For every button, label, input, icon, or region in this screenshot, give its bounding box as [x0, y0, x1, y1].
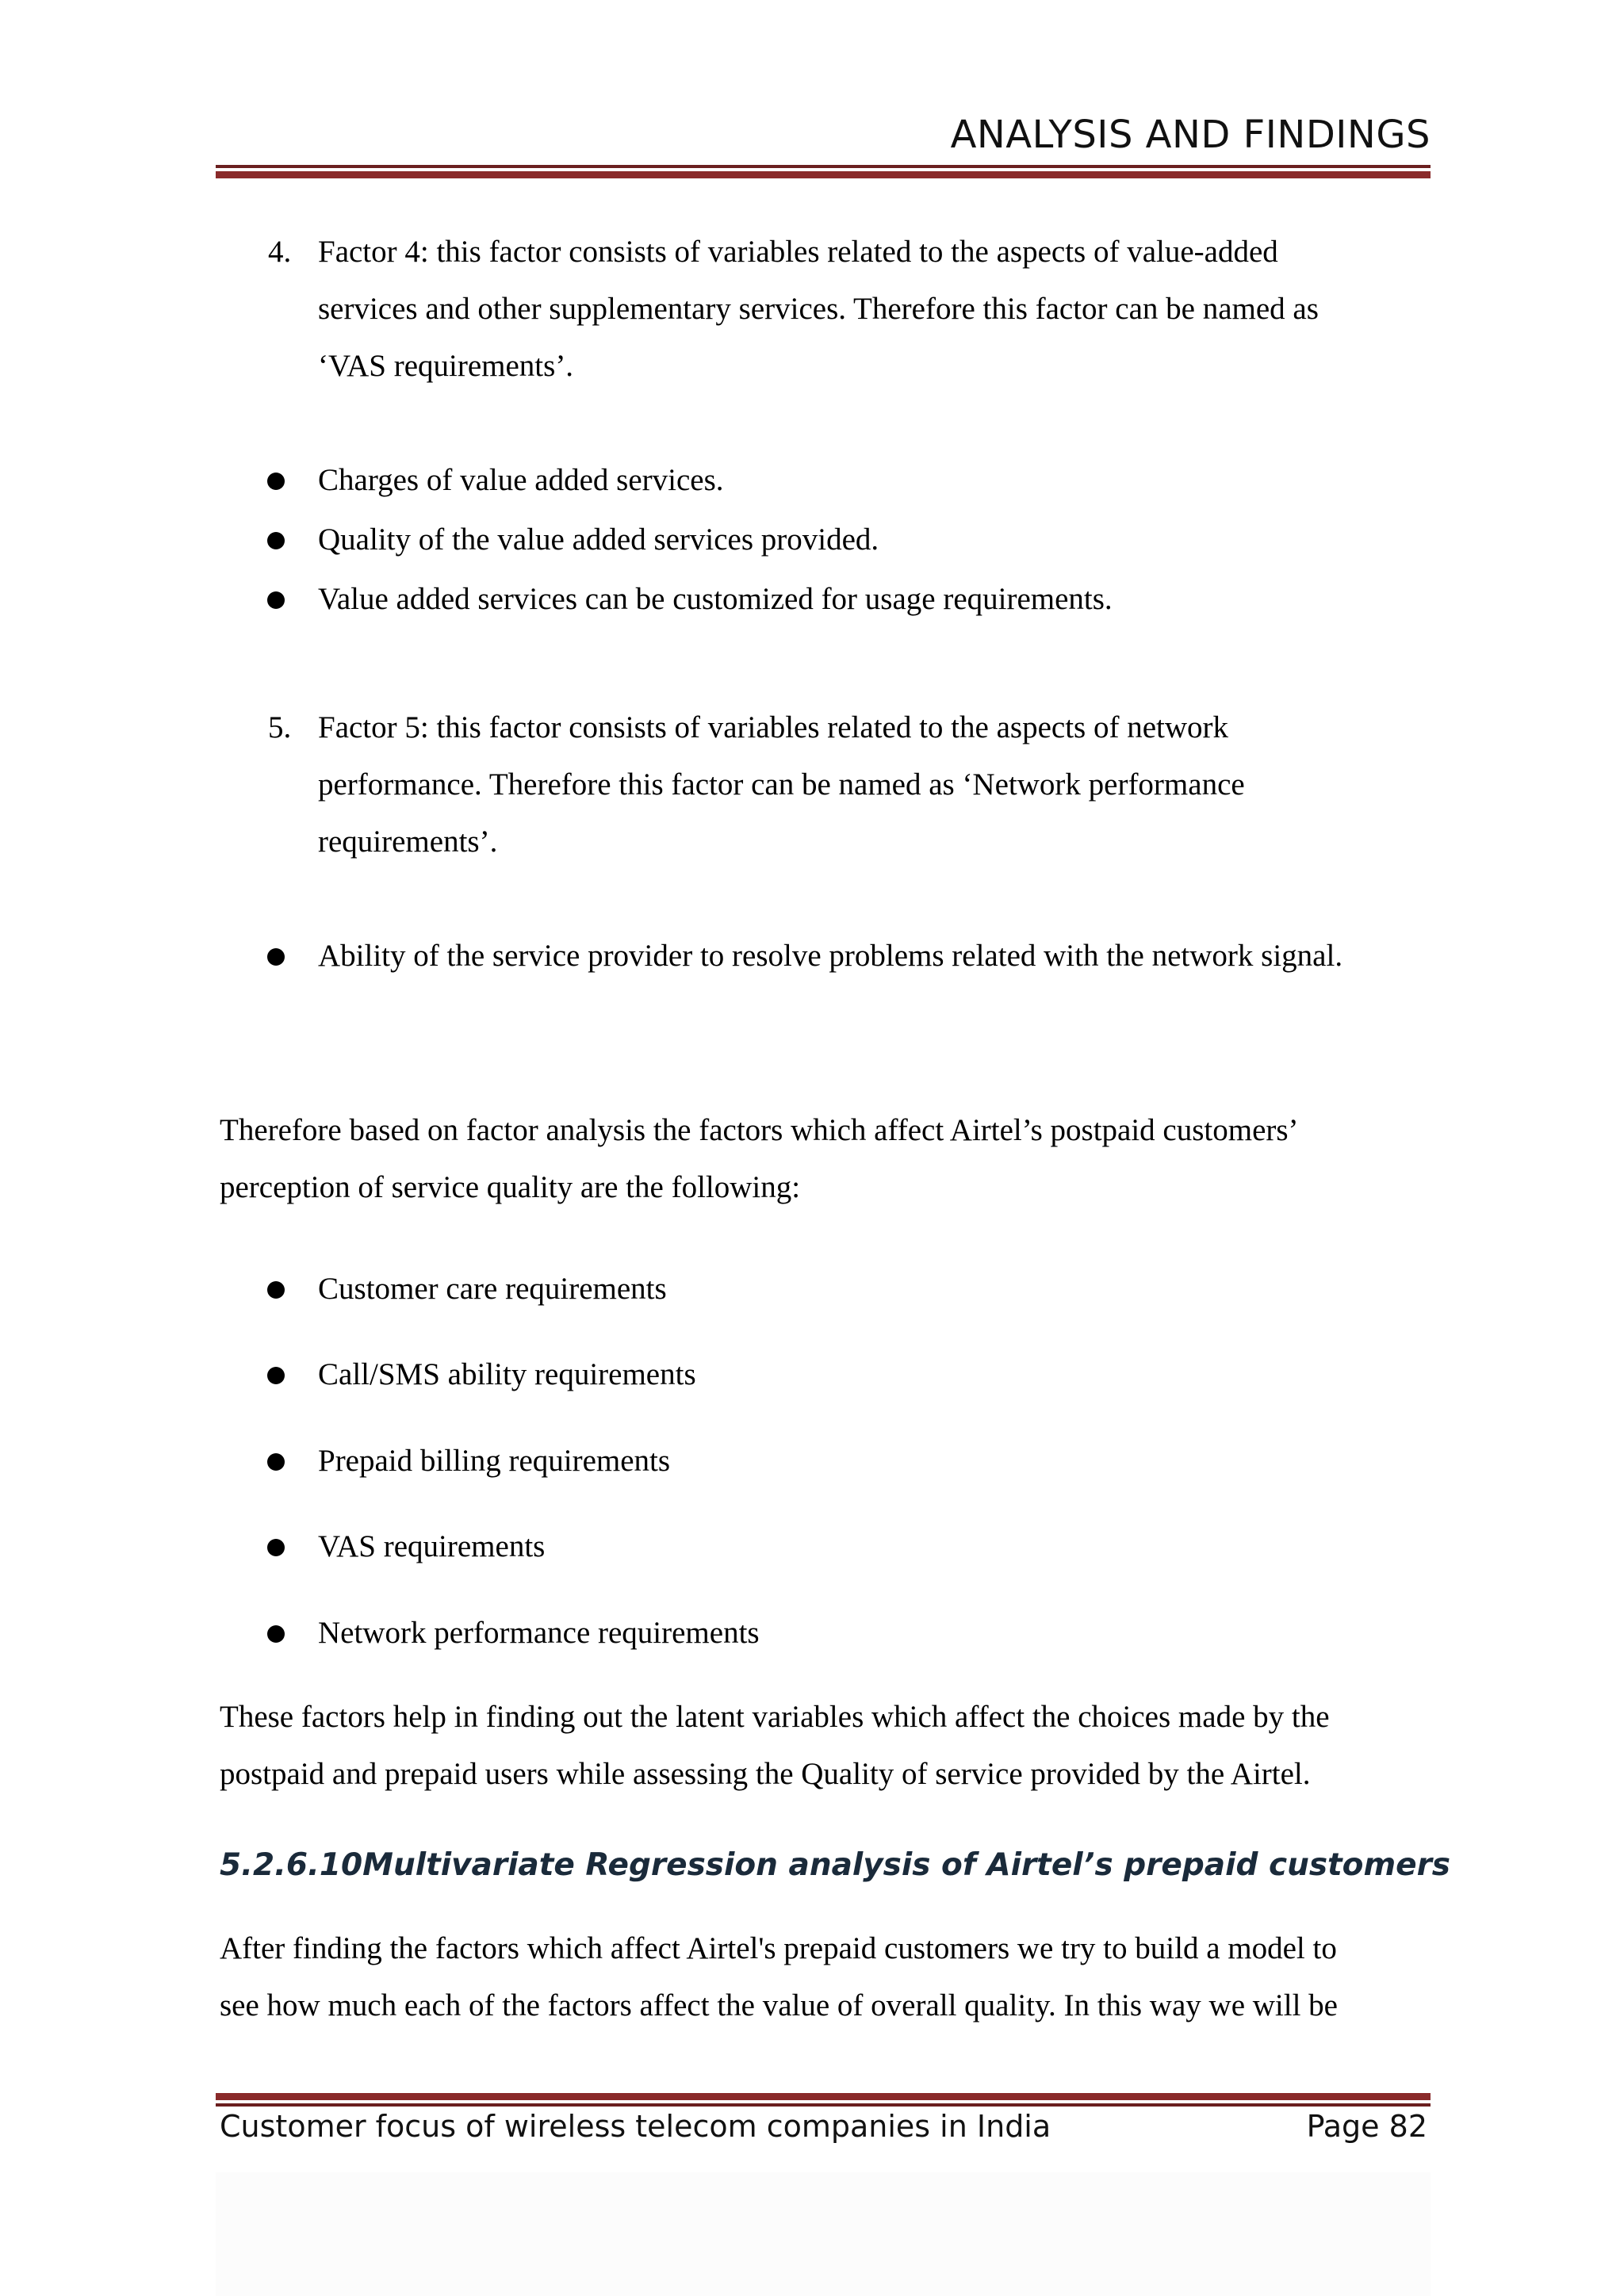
factor4-line-2: services and other supplementary services. Therefore this factor can be named as — [318, 292, 1319, 326]
section-number: 5.2.6.10 — [220, 1847, 363, 1883]
factor4-line-1: Factor 4: this factor consists of variables related to the aspects of value-added — [318, 235, 1278, 269]
footer-shade — [216, 2172, 1431, 2296]
summary-line-2: perception of service quality are the following: — [220, 1170, 801, 1204]
factor5-line-1: Factor 5: this factor consists of variables related to the aspects of network — [318, 710, 1228, 744]
bullet-dot — [267, 1281, 285, 1299]
factor4-line-3: ‘VAS requirements’. — [318, 349, 574, 383]
bullet-dot — [267, 532, 285, 549]
footer-title: Customer focus of wireless telecom companies in India — [220, 2109, 1051, 2144]
summary-line-1: Therefore based on factor analysis the factors which affect Airtel’s postpaid customers’ — [220, 1113, 1299, 1147]
factor4-bullet-3: Value added services can be customized for usage requirements. — [318, 582, 1113, 616]
summary-bullet-3: Prepaid billing requirements — [318, 1444, 671, 1478]
section-body-line-2: see how much each of the factors affect the value of overall quality. In this way we will be — [220, 1988, 1338, 2022]
bullet-dot — [267, 948, 285, 966]
factor5-line-2: performance. Therefore this factor can be named as ‘Network performance — [318, 767, 1245, 802]
summary-bullet-5: Network performance requirements — [318, 1616, 760, 1650]
summary-bullet-1: Customer care requirements — [318, 1272, 667, 1306]
bullet-dot — [267, 1539, 285, 1556]
factor5-number: 5. — [268, 710, 292, 744]
section-title: Multivariate Regression analysis of Airtel’s prepaid customers — [362, 1847, 1451, 1883]
factor5-line-3: requirements’. — [318, 825, 498, 859]
summary-bullet-4: VAS requirements — [318, 1529, 546, 1563]
bullet-dot — [267, 473, 285, 490]
factor4-bullet-1: Charges of value added services. — [318, 463, 724, 497]
footer-rule — [216, 2093, 1431, 2107]
page-number: Page 82 — [1306, 2109, 1427, 2144]
section-body-line-1: After finding the factors which affect Airtel's prepaid customers we try to build a model to — [220, 1931, 1337, 1965]
summary-bullet-2: Call/SMS ability requirements — [318, 1357, 696, 1391]
bullet-dot — [267, 1367, 285, 1384]
bullet-dot — [267, 1625, 285, 1643]
section-heading — [220, 1847, 1450, 1883]
header-rule — [216, 165, 1431, 178]
bullet-dot — [267, 1453, 285, 1471]
running-header: ANALYSIS AND FINDINGS — [950, 113, 1431, 157]
factor4-number: 4. — [268, 235, 292, 269]
conclusion-line-2: postpaid and prepaid users while assessing the Quality of service provided by the Airtel. — [220, 1757, 1311, 1791]
factor5-bullet-1: Ability of the service provider to resolve problems related with the network signal. — [318, 939, 1343, 973]
bullet-dot — [267, 591, 285, 609]
factor4-bullet-2: Quality of the value added services provided. — [318, 522, 879, 557]
conclusion-line-1: These factors help in finding out the latent variables which affect the choices made by the — [220, 1700, 1330, 1734]
